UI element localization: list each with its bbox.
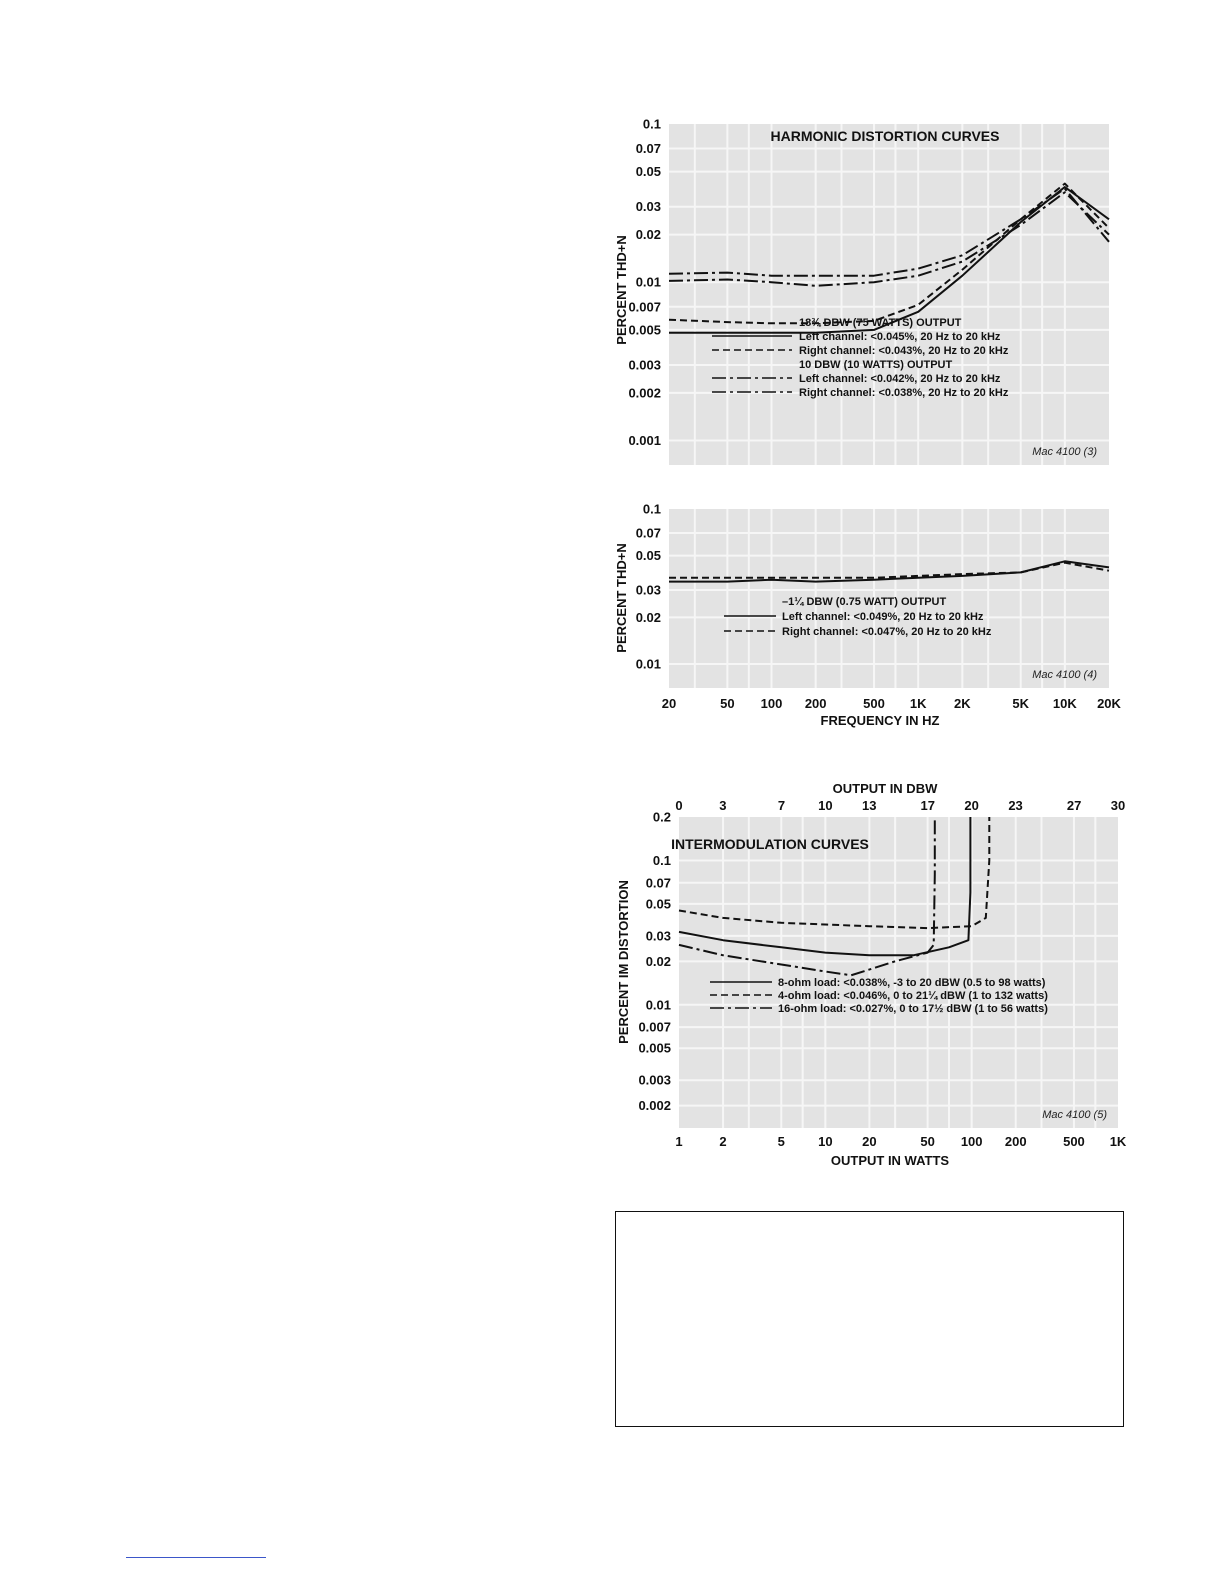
x-tick-label: 20K (1097, 696, 1121, 711)
y-tick-label: 0.007 (638, 1019, 671, 1035)
legend-entry: 10 DBW (10 WATTS) OUTPUT (799, 359, 953, 371)
y-axis-label: PERCENT THD+N (614, 543, 629, 653)
x2-tick-label: 0 (675, 798, 683, 813)
x-tick-label: 500 (1063, 1134, 1085, 1149)
footer-rule (126, 1557, 266, 1558)
plot-area (679, 817, 1118, 1128)
x2-tick-label: 17 (920, 798, 936, 813)
legend-entry: –1¼ DBW (0.75 WATT) OUTPUT (782, 596, 947, 608)
y-tick-label: 0.2 (652, 809, 671, 825)
chart-caption: Mac 4100 (4) (1032, 669, 1097, 681)
x-tick-label: 200 (1004, 1134, 1027, 1149)
y-tick-label: 0.005 (628, 322, 661, 338)
y-tick-label: 0.1 (642, 501, 661, 517)
y-tick-label: 0.05 (645, 896, 671, 912)
chart-title: INTERMODULATION CURVES (671, 836, 869, 852)
y-tick-label: 0.01 (635, 656, 661, 672)
legend-entry: Right channel: <0.047%, 20 Hz to 20 kHz (782, 626, 992, 638)
chart-caption: Mac 4100 (5) (1042, 1109, 1107, 1121)
chart-1 (614, 117, 1109, 466)
legend-entry: 8-ohm load: <0.038%, -3 to 20 dBW (0.5 to 98 watts) (778, 977, 1046, 989)
y-tick-label: 0.07 (645, 875, 671, 891)
x2-tick-label: 7 (777, 798, 786, 813)
x-tick-label: 5 (777, 1134, 785, 1149)
x2-tick-label: 30 (1110, 798, 1126, 813)
x-tick-label: 1K (909, 696, 927, 711)
chart-2 (614, 502, 1122, 729)
x-tick-label: 20 (862, 1134, 877, 1149)
y-tick-label: 0.003 (638, 1072, 671, 1088)
y-tick-label: 0.003 (628, 357, 661, 373)
legend-entry: 16-ohm load: <0.027%, 0 to 17½ dBW (1 to 56 watts) (778, 1003, 1048, 1015)
x-tick-label: 1K (1109, 1134, 1127, 1149)
x-tick-label: 100 (960, 1134, 983, 1149)
y-tick-label: 0.03 (635, 199, 661, 215)
x-axis-label: FREQUENCY IN HZ (820, 713, 940, 728)
y-tick-label: 0.07 (635, 525, 661, 541)
y-tick-label: 0.1 (642, 116, 661, 132)
y-tick-label: 0.03 (645, 928, 671, 944)
y-tick-label: 0.07 (635, 141, 661, 157)
chart-3 (616, 781, 1127, 1168)
chart-title: HARMONIC DISTORTION CURVES (770, 128, 1000, 144)
x-tick-label: 20 (661, 696, 677, 711)
x-tick-label: 100 (760, 696, 783, 711)
y-axis-label: PERCENT THD+N (614, 235, 629, 345)
x2-tick-label: 27 (1066, 798, 1082, 813)
y-tick-label: 0.1 (652, 852, 671, 868)
y-tick-label: 0.05 (635, 164, 661, 180)
y-tick-label: 0.02 (645, 953, 671, 969)
y-tick-label: 0.05 (635, 548, 661, 564)
x2-tick-label: 3 (719, 798, 727, 813)
y-tick-label: 0.002 (628, 385, 661, 401)
y-tick-label: 0.03 (635, 582, 661, 598)
empty-text-box (615, 1211, 1124, 1427)
x-tick-label: 1 (675, 1134, 683, 1149)
legend-entry: Right channel: <0.038%, 20 Hz to 20 kHz (799, 387, 1009, 399)
y-tick-label: 0.001 (628, 432, 661, 448)
x-tick-label: 2 (719, 1134, 727, 1149)
y-tick-label: 0.01 (645, 997, 671, 1013)
x-tick-label: 500 (863, 696, 885, 711)
x-axis-label: OUTPUT IN WATTS (830, 1153, 950, 1168)
y-tick-label: 0.02 (635, 609, 661, 625)
x2-axis-label: OUTPUT IN DBW (832, 781, 938, 796)
x2-tick-label: 20 (964, 798, 979, 813)
x-tick-label: 10K (1052, 696, 1077, 711)
x-tick-label: 50 (920, 1134, 935, 1149)
y-tick-label: 0.02 (635, 227, 661, 243)
x2-tick-label: 10 (818, 798, 833, 813)
y-tick-label: 0.01 (635, 274, 661, 290)
x-tick-label: 200 (804, 696, 827, 711)
legend-entry: 4-ohm load: <0.046%, 0 to 21¼ dBW (1 to 132 watts) (778, 990, 1048, 1002)
y-axis-label: PERCENT IM DISTORTION (616, 880, 631, 1044)
x-tick-label: 10 (818, 1134, 833, 1149)
y-tick-label: 0.005 (638, 1040, 671, 1056)
x2-tick-label: 13 (861, 798, 877, 813)
x-tick-label: 50 (720, 696, 735, 711)
x-tick-label: 2K (954, 696, 971, 711)
x2-tick-label: 23 (1008, 798, 1023, 813)
y-tick-label: 0.007 (628, 299, 661, 315)
legend-entry: Right channel: <0.043%, 20 Hz to 20 kHz (799, 345, 1009, 357)
legend-entry: Left channel: <0.049%, 20 Hz to 20 kHz (782, 611, 984, 623)
x-tick-label: 5K (1012, 696, 1030, 711)
legend-entry: 18¾ DBW (75 WATTS) OUTPUT (799, 317, 962, 329)
y-tick-label: 0.002 (638, 1098, 671, 1114)
legend-entry: Left channel: <0.042%, 20 Hz to 20 kHz (799, 373, 1001, 385)
legend-entry: Left channel: <0.045%, 20 Hz to 20 kHz (799, 331, 1001, 343)
chart-caption: Mac 4100 (3) (1032, 446, 1097, 458)
